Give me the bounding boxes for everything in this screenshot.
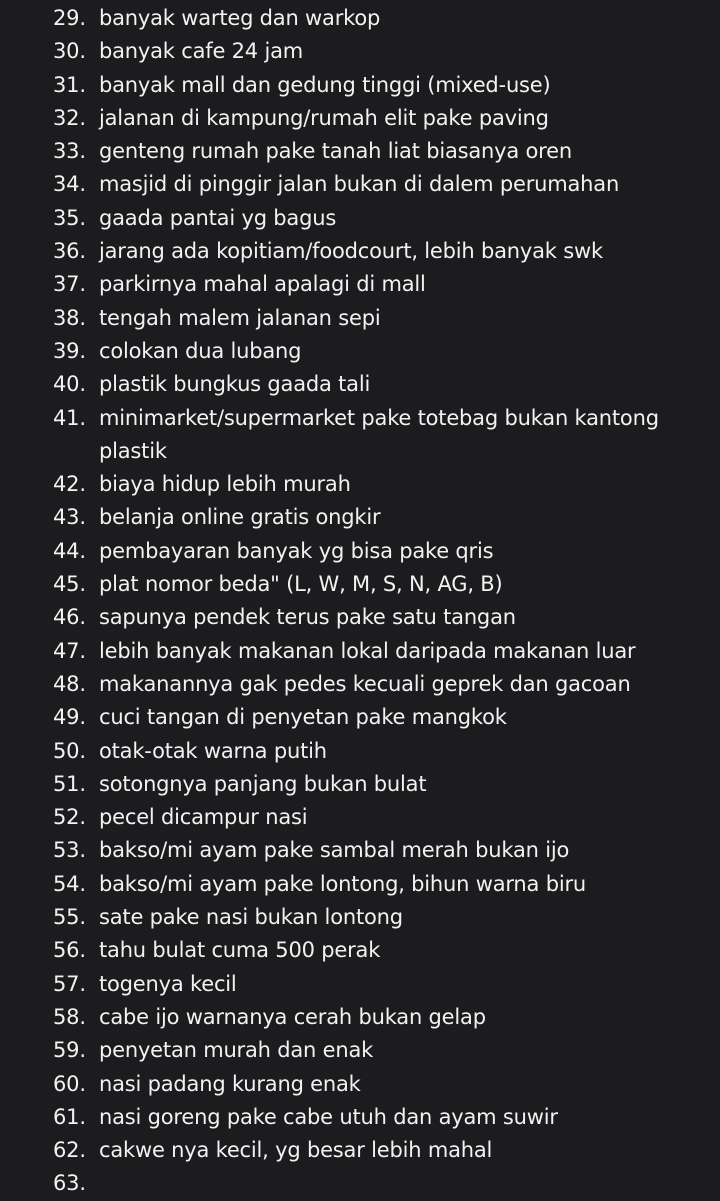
list-item[interactable]	[0, 268, 720, 301]
list-item-text: nasi goreng pake cabe utuh dan ayam suwir	[99, 1104, 558, 1129]
list-item-number: 38.	[53, 305, 86, 330]
list-item-number: 56.	[53, 938, 86, 963]
list-item[interactable]	[0, 468, 720, 501]
list-item[interactable]	[0, 901, 720, 934]
list-item-text: jarang ada kopitiam/foodcourt, lebih banyak swk	[99, 239, 603, 264]
list-item-number: 49.	[53, 705, 86, 730]
list-item-number: 37.	[53, 272, 86, 297]
list-item-number: 57.	[53, 971, 86, 996]
list-item[interactable]	[0, 302, 720, 335]
list-item-text: gaada pantai yg bagus	[99, 205, 337, 230]
list-item[interactable]	[0, 202, 720, 235]
list-item[interactable]	[0, 768, 720, 801]
list-item-number: 32.	[53, 105, 86, 130]
list-item[interactable]	[0, 35, 720, 68]
list-item-text: sate pake nasi bukan lontong	[99, 905, 403, 930]
list-item-number: 53.	[53, 838, 86, 863]
list-item-text: belanja online gratis ongkir	[99, 505, 381, 530]
list-item-text: colokan dua lubang	[99, 338, 302, 363]
list-item[interactable]	[0, 135, 720, 168]
list-item[interactable]	[0, 968, 720, 1001]
list-item[interactable]	[0, 635, 720, 668]
list-item-text: penyetan murah dan enak	[99, 1038, 374, 1063]
list-item-text: jalanan di kampung/rumah elit pake paving	[99, 105, 549, 130]
list-item-text: nasi padang kurang enak	[99, 1071, 361, 1096]
list-item-text: sotongnya panjang bukan bulat	[99, 771, 427, 796]
list-item-number: 40.	[53, 372, 86, 397]
list-item-text: sapunya pendek terus pake satu tangan	[99, 605, 516, 630]
list-item-number: 58.	[53, 1004, 86, 1029]
list-item-number: 50.	[53, 738, 86, 763]
list-item[interactable]	[0, 168, 720, 201]
list-item-number: 47.	[53, 638, 86, 663]
list-item[interactable]	[0, 701, 720, 734]
list-item-number: 59.	[53, 1038, 86, 1063]
list-item-number: 55.	[53, 905, 86, 930]
list-item-number: 39.	[53, 338, 86, 363]
list-item[interactable]	[0, 501, 720, 534]
list-item[interactable]	[0, 1134, 720, 1167]
list-item-text: lebih banyak makanan lokal daripada makanan luar	[99, 638, 636, 663]
list-item-text: tengah malem jalanan sepi	[99, 305, 381, 330]
list-item-text: banyak mall dan gedung tinggi (mixed-use)	[99, 72, 551, 97]
list-item-number: 46.	[53, 605, 86, 630]
list-item[interactable]	[0, 102, 720, 135]
list-item-number: 52.	[53, 805, 86, 830]
list-item-number: 33.	[53, 139, 86, 164]
list-item[interactable]	[0, 1101, 720, 1134]
list-item-text: cakwe nya kecil, yg besar lebih mahal	[99, 1138, 493, 1163]
list-item[interactable]	[0, 535, 720, 568]
list-item[interactable]	[0, 402, 720, 469]
list-item-text: otak-otak warna putih	[99, 738, 327, 763]
list-item-number: 29.	[53, 6, 86, 30]
list-item-text: cabe ijo warnanya cerah bukan gelap	[99, 1004, 486, 1029]
list-item[interactable]	[0, 368, 720, 401]
list-item-text: pembayaran banyak yg bisa pake qris	[99, 538, 494, 563]
list-item[interactable]	[0, 735, 720, 768]
list-item-text: pecel dicampur nasi	[99, 805, 308, 830]
list-item[interactable]	[0, 668, 720, 701]
list-item[interactable]	[0, 801, 720, 834]
list-item-number: 31.	[53, 72, 86, 97]
list-item-number: 48.	[53, 671, 86, 696]
list-item[interactable]	[0, 1167, 720, 1200]
list-item-text: cuci tangan di penyetan pake mangkok	[99, 705, 507, 730]
list-item[interactable]	[0, 1034, 720, 1067]
list-item-number: 42.	[53, 472, 86, 497]
list-item-number: 34.	[53, 172, 86, 197]
list-item-number: 35.	[53, 205, 86, 230]
list-item-number: 54.	[53, 871, 86, 896]
list-item-text: plastik bungkus gaada tali	[99, 372, 371, 397]
list-item-number: 30.	[53, 39, 86, 64]
list-item[interactable]	[0, 235, 720, 268]
list-item-number: 63.	[53, 1171, 86, 1196]
list-item-text: masjid di pinggir jalan bukan di dalem perumahan	[99, 172, 620, 197]
list-item-text: banyak cafe 24 jam	[99, 39, 304, 64]
list-item-text: bakso/mi ayam pake sambal merah bukan ijo	[99, 838, 570, 863]
list-item[interactable]	[0, 69, 720, 102]
list-item-number: 61.	[53, 1104, 86, 1129]
list-item-text: genteng rumah pake tanah liat biasanya oren	[99, 139, 572, 164]
list-item-text: parkirnya mahal apalagi di mall	[99, 272, 426, 297]
list-item-number: 60.	[53, 1071, 86, 1096]
list-item-number: 36.	[53, 239, 86, 264]
list-item-number: 44.	[53, 538, 86, 563]
list-item-number: 51.	[53, 771, 86, 796]
list-item-text: bakso/mi ayam pake lontong, bihun warna biru	[99, 871, 586, 896]
list-item-text: biaya hidup lebih murah	[99, 472, 351, 497]
list-item-text: makanannya gak pedes kecuali geprek dan gacoan	[99, 671, 631, 696]
list-item-number: 62.	[53, 1138, 86, 1163]
list-item-number: 45.	[53, 572, 86, 597]
list-item[interactable]	[0, 335, 720, 368]
list-item-text: banyak warteg dan warkop	[99, 6, 381, 30]
list-item[interactable]	[0, 1001, 720, 1034]
numbered-list	[0, 2, 720, 1201]
list-item-text: togenya kecil	[99, 971, 237, 996]
note-body[interactable]	[0, 2, 720, 1201]
list-item[interactable]	[0, 834, 720, 867]
list-item-text: plat nomor beda" (L, W, M, S, N, AG, B)	[99, 572, 503, 597]
list-item[interactable]	[0, 1068, 720, 1101]
list-item-text: tahu bulat cuma 500 perak	[99, 938, 381, 963]
list-item-number: 41.	[53, 405, 86, 430]
list-item[interactable]	[0, 2, 720, 35]
list-item-text: minimarket/supermarket pake totebag bukan kantong plastik	[99, 405, 659, 463]
list-item[interactable]	[0, 868, 720, 901]
list-item-number: 43.	[53, 505, 86, 530]
list-item[interactable]	[0, 934, 720, 967]
list-item[interactable]	[0, 568, 720, 601]
list-item[interactable]	[0, 601, 720, 634]
